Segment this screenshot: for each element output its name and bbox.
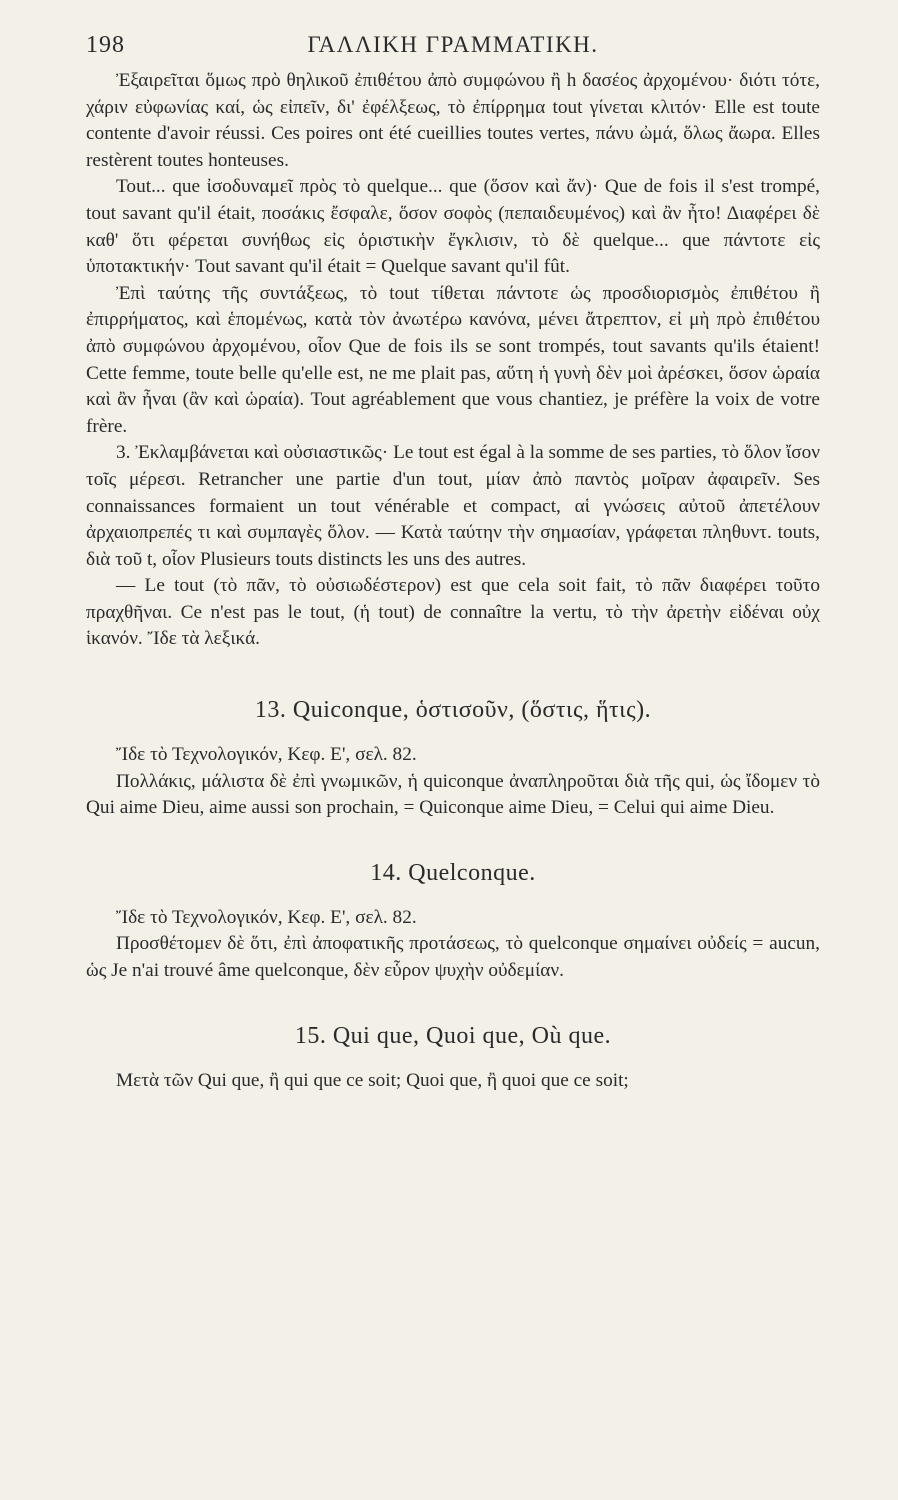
paragraph-1: Ἐξαιρεῖται ὅμως πρὸ θηλικοῦ ἐπιθέτου ἀπὸ συμφώνου ἢ h δασέος ἀρχομένου· διότι τότε, χάριν εὐφωνίας καί, ὡς εἰπεῖν, δι' ἐφέλξεως, τὸ ἐπίρρημα tout γίνεται κλιτόν· Elle est toute contente d'avoir réussi. Ces poires ont été cueillies toutes vertes, πάνυ ὠμά, ὅλως ἄωρα. Elles restèrent toutes honteuses.	[86, 70, 820, 171]
section-14-heading: 14. Quelconque.	[370, 859, 536, 886]
paragraph-4: 3. Ἐκλαμβάνεται καὶ οὐσιαστικῶς· Le tout est égal à la somme de ses parties, τὸ ὅλον ἴσον τοῖς μέρεσι. Retrancher une partie d'un tout, μίαν ἀπὸ παντὸς μοῖραν ἀφαιρεῖν. Ses connaissances formaient un tout vénérable et compact, αἱ γνώσεις αὐτοῦ ἀπετέλουν ἀρχαιοπρεπές τι καὶ συμπαγὲς ὅλον. — Κατὰ ταύτην τὴν σημασίαν, γράφεται πληθυντ. touts, διὰ τοῦ t, οἷον Plusieurs touts distincts les uns des autres.	[86, 442, 820, 570]
section-15-heading: 15. Qui que, Quoi que, Où que.	[294, 1022, 612, 1049]
running-head: ΓΑΛΛΙΚΗ ΓΡΑΜΜΑΤΙΚΗ.	[307, 32, 599, 57]
paragraph-2: Tout... que ἰσοδυναμεῖ πρὸς τὸ quelque... que (ὅσον καὶ ἄν)· Que de fois il s'est trompé, tout savant qu'il était, ποσάκις ἔσφαλε, ὅσον σοφὸς (πεπαιδευμένος) καὶ ἂν ἦτο! Διαφέρει δὲ καθ' ὅτι φέρεται συνήθως εἰς ὁριστικὴν ἔγκλισιν, τὸ δὲ quelque... que πάντοτε εἰς ὑποτακτικήν· Tout savant qu'il était = Quelque savant qu'il fût.	[86, 176, 820, 278]
section-14-text: Προσθέτομεν δὲ ὅτι, ἐπὶ ἀποφατικῆς προτάσεως, τὸ quelconque σημαίνει οὐδείς = aucun, ὡς Je n'ai trouvé âme quelconque, δὲν εὗρον ψυχὴν οὐδεμίαν.	[86, 933, 820, 982]
section-14-reference: Ἴδε τὸ Τεχνολογικόν, Κεφ. Ε', σελ. 82.	[116, 906, 417, 928]
paragraph-5: — Le tout (τὸ πᾶν, τὸ οὐσιωδέστερον) est que cela soit fait, τὸ πᾶν διαφέρει τοῦτο πραχθῆναι. Ce n'est pas le tout, (ἡ tout) de connaître la vertu, τὸ τὴν ἀρετὴν εἰδέναι οὐχ ἱκανόν. Ἴδε τὰ λεξικά.	[86, 575, 820, 650]
section-13-heading: 13. Quiconque, ὁστισοῦν, (ὅστις, ἥτις).	[254, 697, 652, 724]
page-number: 198	[86, 32, 125, 58]
paragraph-3: Ἐπὶ ταύτης τῆς συντάξεως, τὸ tout τίθεται πάντοτε ὡς προσδιορισμὸς ἐπιθέτου ἢ ἐπιρρήματος, καὶ ἑπομένως, κατὰ τὸν ἀνωτέρω κανόνα, μένει ἄτρεπτον, εἰ μὴ πρὸ ἐπιθέτου ἀπὸ συμφώνου ἀρχομένου, οἷον Que de fois ils se sont trompés, tout savants qu'ils étaient! Cette femme, toute belle qu'elle est, ne me plait pas, αὕτη ἡ γυνὴ δὲν μοὶ ἀρέσκει, ὅσον ὡραία καὶ ἂν ἦναι (ἂν καὶ ὡραία). Tout agréablement que vous chantiez, je préfère la voix de votre frère.	[86, 282, 820, 437]
section-13-text: Πολλάκις, μάλιστα δὲ ἐπὶ γνωμικῶν, ἡ quiconque ἀναπληροῦται διὰ τῆς qui, ὡς ἴδομεν τὸ Qui aime Dieu, aime aussi son prochain, = Quiconque aime Dieu, = Celui qui aime Dieu.	[86, 770, 820, 819]
section-13-reference: Ἴδε τὸ Τεχνολογικόν, Κεφ. Ε', σελ. 82.	[116, 744, 417, 766]
page-header	[86, 24, 820, 64]
section-15-text: Μετὰ τῶν Qui que, ἢ qui que ce soit; Quoi que, ἢ quoi que ce soit;	[116, 1069, 629, 1091]
